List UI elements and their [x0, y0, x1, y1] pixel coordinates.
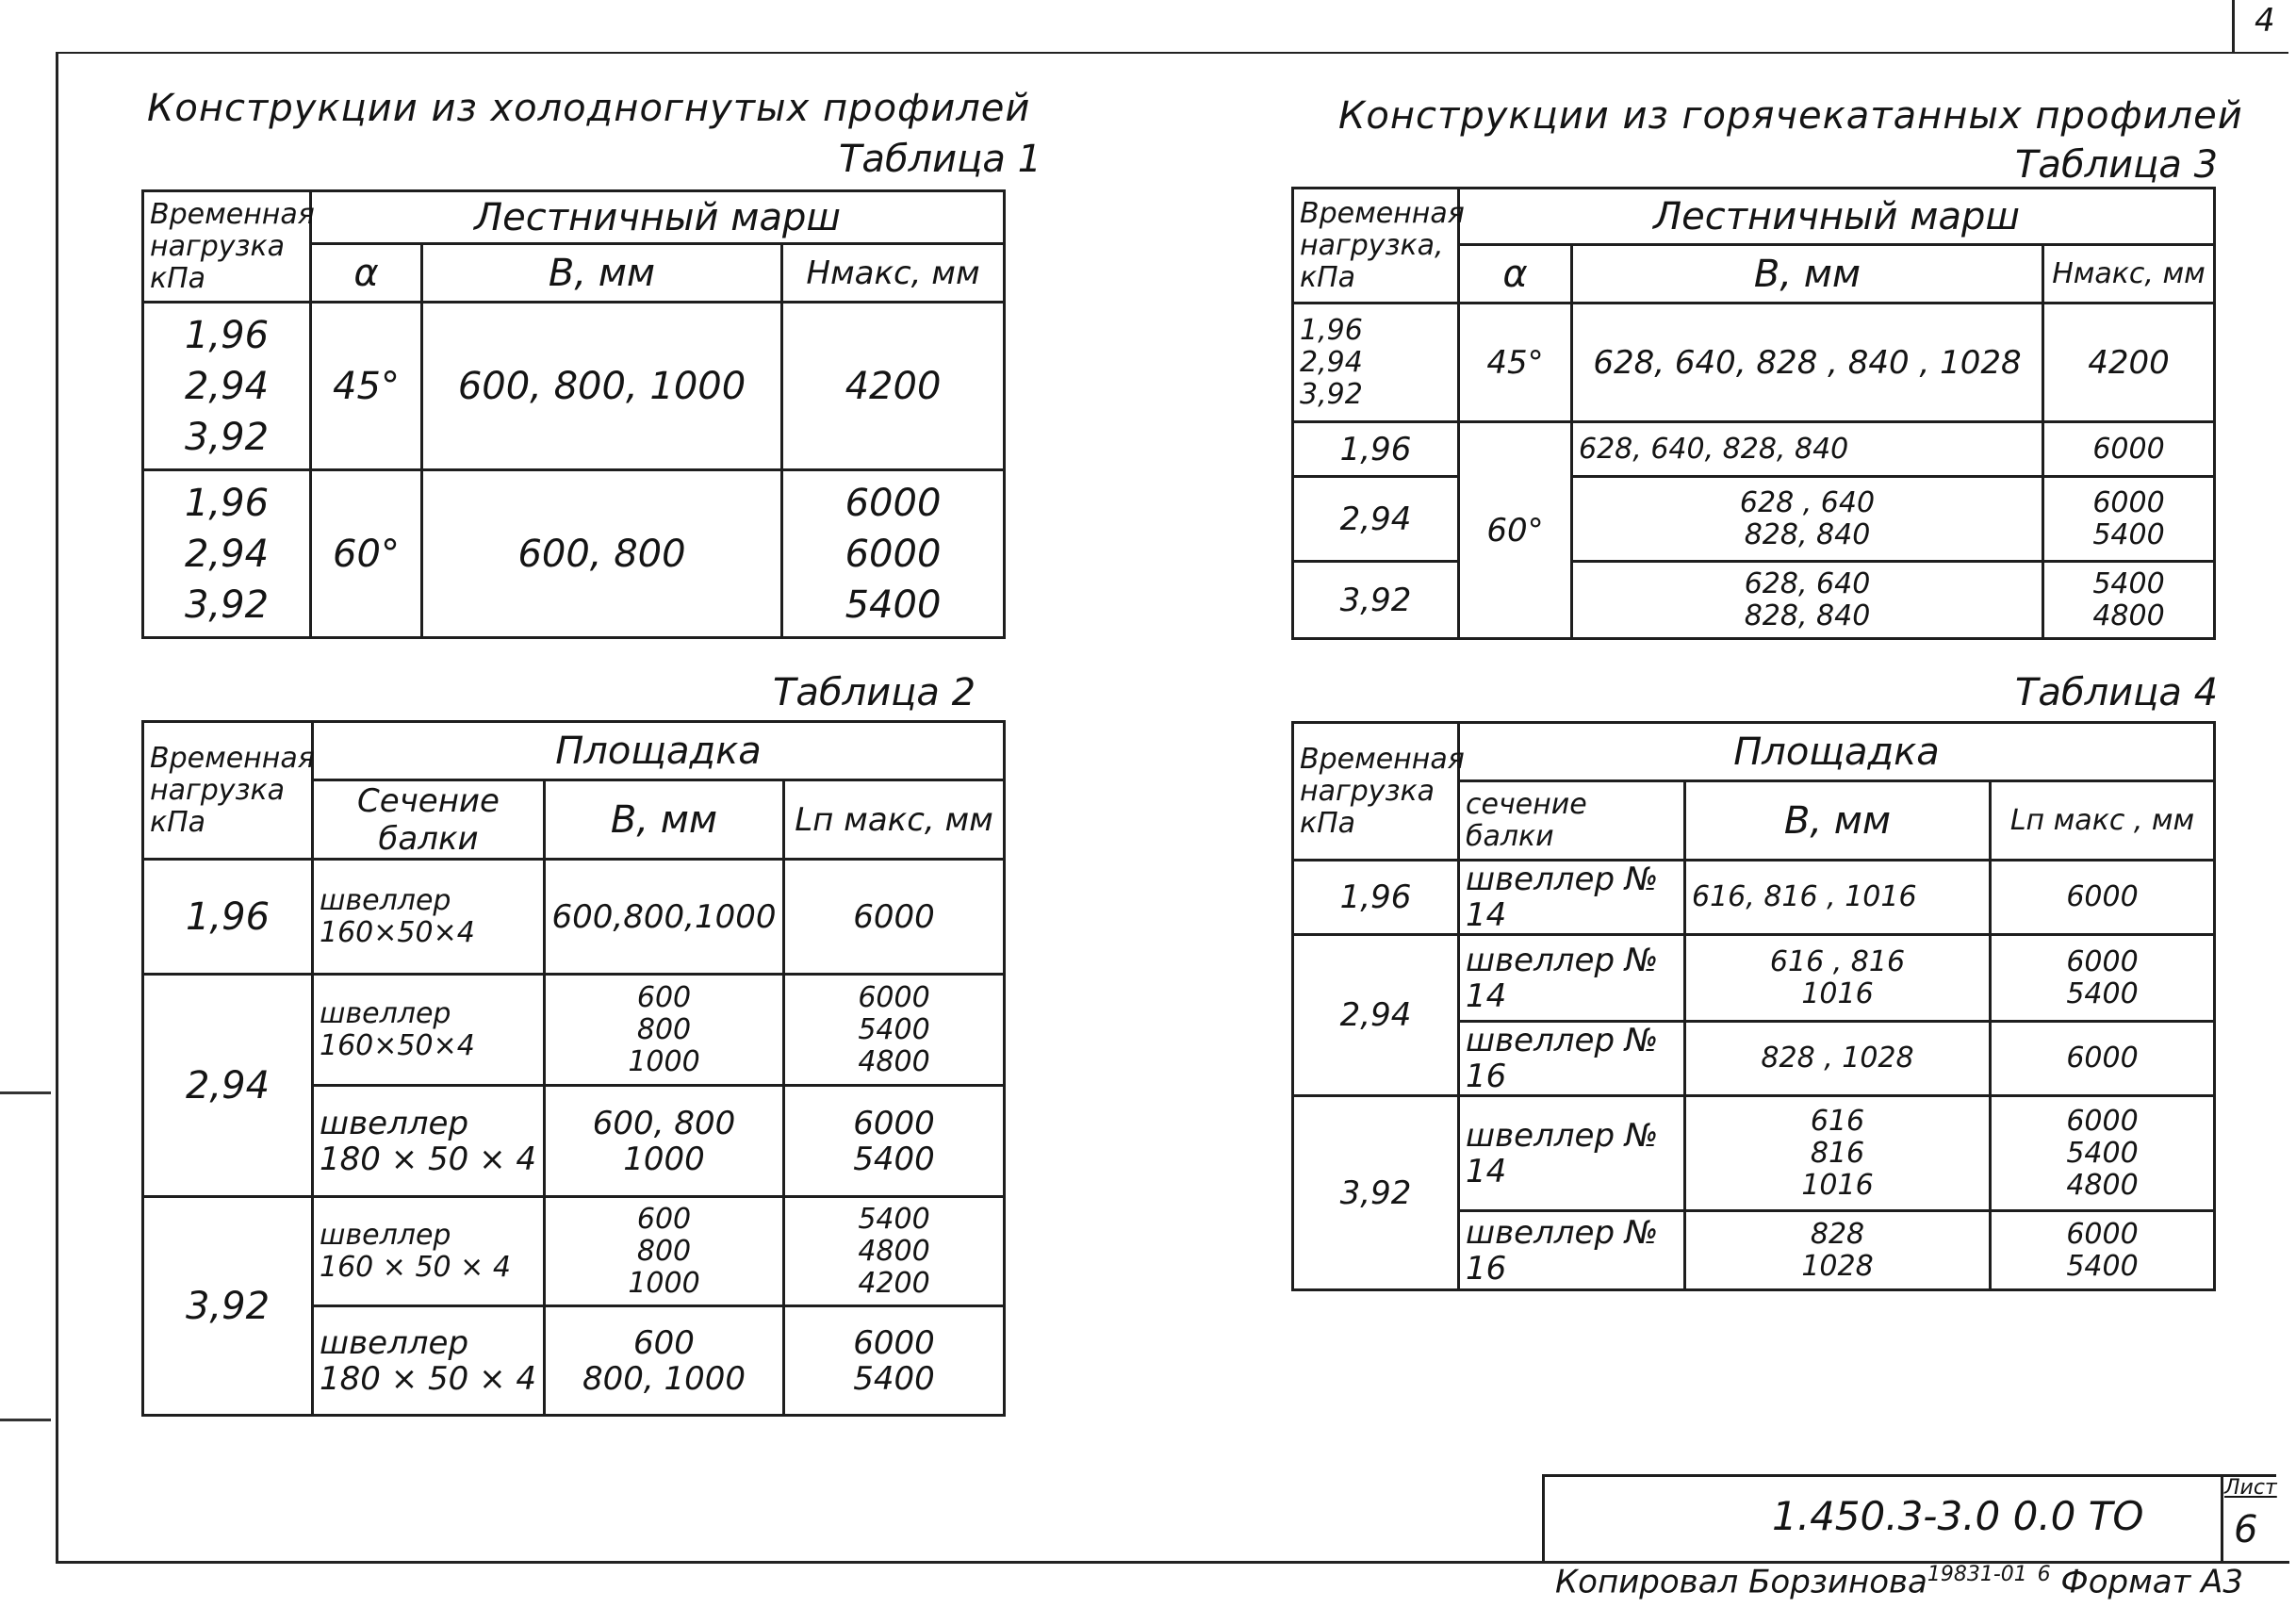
table4-label: Таблица 4 — [2015, 671, 2219, 714]
table2-g1-b: 600,800,1000 — [545, 860, 784, 975]
table2-g3b-lmax: 6000 5400 — [784, 1306, 1005, 1416]
order-number: 19831-01 — [1927, 1563, 2027, 1586]
copy-info — [1555, 1563, 2243, 1600]
table3-r2-hmax: 6000 — [2043, 422, 2215, 477]
table4-r3b-b: 828 1028 — [1685, 1211, 1991, 1290]
table4-header-lmax: Lп макс , мм — [1991, 781, 2215, 861]
table1-header-load: Временная нагрузка кПа — [143, 191, 311, 303]
table1-r1-hmax: 4200 — [782, 303, 1005, 470]
table4-r2a-section: швеллер № 14 — [1459, 935, 1685, 1022]
table3-r1-loads: 1,96 2,94 3,92 — [1293, 304, 1459, 422]
table3-header-load: Временная нагрузка, кПа — [1293, 189, 1459, 304]
table2-g2b-section: швеллер 180 × 50 × 4 — [313, 1086, 545, 1197]
table1-header-alpha: α — [311, 244, 422, 303]
margin-mark — [0, 1419, 51, 1421]
table3 — [1291, 187, 2216, 640]
table4-r1-b: 616, 816 , 1016 — [1685, 861, 1991, 935]
table1-header-hmax: Нмакс, мм — [782, 244, 1005, 303]
table2-g1-lmax: 6000 — [784, 860, 1005, 975]
table4-r3b-section: швеллер № 16 — [1459, 1211, 1685, 1290]
table4-r3a-lmax: 6000 5400 4800 — [1991, 1096, 2215, 1211]
table2-g3a-lmax: 5400 4800 4200 — [784, 1197, 1005, 1306]
table1-header-group: Лестничный марш — [311, 191, 1005, 244]
sheet-small: 6 — [2037, 1563, 2051, 1586]
table1-label: Таблица 1 — [839, 138, 1042, 181]
table2-g3a-section: швеллер 160 × 50 × 4 — [313, 1197, 545, 1306]
copied-label: Копировал — [1555, 1563, 1739, 1601]
left-section-title: Конструкции из холодногнутых профилей — [147, 87, 1031, 130]
table3-header-hmax: Нмакс, мм — [2043, 245, 2215, 304]
margin-mark — [0, 1091, 51, 1094]
table1-r1-alpha: 45° — [311, 303, 422, 470]
format-label: Формат А3 — [2060, 1563, 2244, 1601]
table4-r3b-lmax: 6000 5400 — [1991, 1211, 2215, 1290]
table2-header-lmax: Lп макс, мм — [784, 780, 1005, 860]
table3-r4-load: 3,92 — [1293, 562, 1459, 639]
table2-g2b-lmax: 6000 5400 — [784, 1086, 1005, 1197]
table2-g3a-b: 600 800 1000 — [545, 1197, 784, 1306]
table2-g2a-b: 600 800 1000 — [545, 975, 784, 1086]
table1-r2-b: 600, 800 — [422, 470, 782, 638]
table3-r3-b: 628 , 640 828, 840 — [1572, 477, 2043, 562]
frame-corner-tick — [2232, 0, 2235, 53]
sheet-number: 6 — [2234, 1508, 2258, 1551]
table4-r2a-b: 616 , 816 1016 — [1685, 935, 1991, 1022]
table4-header-b: В, мм — [1685, 781, 1991, 861]
table2-g3b-b: 600 800, 1000 — [545, 1306, 784, 1416]
table2-header-section: Сечение балки — [313, 780, 545, 860]
table3-r4-hmax: 5400 4800 — [2043, 562, 2215, 639]
table3-r2-b: 628, 640, 828, 840 — [1572, 422, 2043, 477]
table1-header-b: В, мм — [422, 244, 782, 303]
table4-r2b-b: 828 , 1028 — [1685, 1022, 1991, 1096]
table4-header-group: Площадка — [1459, 723, 2215, 781]
table1 — [141, 189, 1006, 639]
corner-number: 4 — [2255, 2, 2275, 40]
table2-g2a-lmax: 6000 5400 4800 — [784, 975, 1005, 1086]
copier-name: Борзинова — [1748, 1563, 1927, 1601]
right-section-title: Конструкции из горячекатанных профилей — [1338, 94, 2243, 138]
table4-g2-load: 2,94 — [1293, 935, 1459, 1096]
table2-g1-section: швеллер 160×50×4 — [313, 860, 545, 975]
table2-header-b: В, мм — [545, 780, 784, 860]
table4-r1-load: 1,96 — [1293, 861, 1459, 935]
table4-g3-load: 3,92 — [1293, 1096, 1459, 1290]
table4-r3a-b: 616 816 1016 — [1685, 1096, 1991, 1211]
table4-r1-lmax: 6000 — [1991, 861, 2215, 935]
table3-r1-b: 628, 640, 828 , 840 , 1028 — [1572, 304, 2043, 422]
table2-g3b-section: швеллер 180 × 50 × 4 — [313, 1306, 545, 1416]
table4-header-load: Временная нагрузка кПа — [1293, 723, 1459, 861]
table4-r1-section: швеллер № 14 — [1459, 861, 1685, 935]
table4-header-section: сечение балки — [1459, 781, 1685, 861]
table1-r2-alpha: 60° — [311, 470, 422, 638]
table3-alpha-60: 60° — [1459, 422, 1572, 639]
table4 — [1291, 721, 2216, 1291]
table3-r4-b: 628, 640 828, 840 — [1572, 562, 2043, 639]
table2-g2a-section: швеллер 160×50×4 — [313, 975, 545, 1086]
table3-header-group: Лестничный марш — [1459, 189, 2215, 245]
table2-g1-load: 1,96 — [143, 860, 313, 975]
table1-r2-loads: 1,96 2,94 3,92 — [143, 470, 311, 638]
table3-r2-load: 1,96 — [1293, 422, 1459, 477]
table1-r1-b: 600, 800, 1000 — [422, 303, 782, 470]
table3-header-b: В, мм — [1572, 245, 2043, 304]
document-code: 1.450.3-3.0 0.0 ТО — [1772, 1493, 2144, 1539]
table3-label: Таблица 3 — [2015, 143, 2219, 187]
table4-r2a-lmax: 6000 5400 — [1991, 935, 2215, 1022]
table2-label: Таблица 2 — [773, 671, 976, 714]
table2-g3-load: 3,92 — [143, 1197, 313, 1416]
table2-g2b-b: 600, 800 1000 — [545, 1086, 784, 1197]
table4-r3a-section: швеллер № 14 — [1459, 1096, 1685, 1211]
table3-header-alpha: α — [1459, 245, 1572, 304]
sheet-label: Лист — [2224, 1476, 2277, 1500]
table4-r2b-section: швеллер № 16 — [1459, 1022, 1685, 1096]
table3-r1-hmax: 4200 — [2043, 304, 2215, 422]
table3-r3-load: 2,94 — [1293, 477, 1459, 562]
table2-g2-load: 2,94 — [143, 975, 313, 1197]
table4-r2b-lmax: 6000 — [1991, 1022, 2215, 1096]
table3-r3-hmax: 6000 5400 — [2043, 477, 2215, 562]
table1-r2-hmax: 6000 6000 5400 — [782, 470, 1005, 638]
table1-r1-loads: 1,96 2,94 3,92 — [143, 303, 311, 470]
table2 — [141, 720, 1006, 1417]
table2-header-load: Временная нагрузка кПа — [143, 722, 313, 860]
table3-r1-alpha: 45° — [1459, 304, 1572, 422]
table2-header-group: Площадка — [313, 722, 1005, 780]
